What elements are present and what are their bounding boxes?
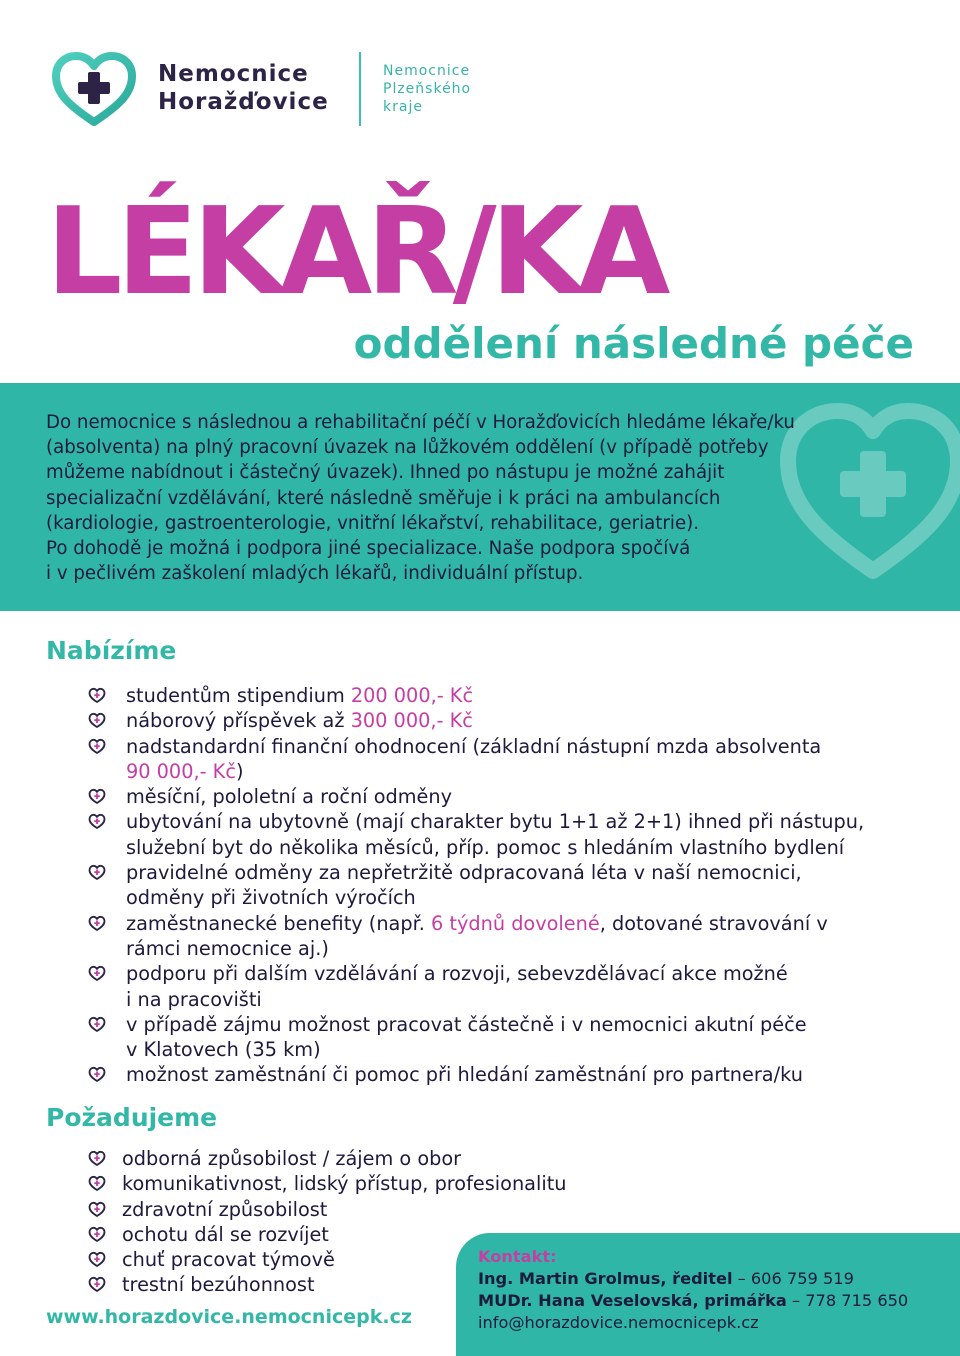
require-heading: Požadujeme [46, 1103, 218, 1132]
list-item [88, 1171, 567, 1196]
offer-text: náborový příspěvek až [126, 709, 351, 733]
offer-text-end: , dotované stravování v [599, 911, 828, 935]
website-link[interactable]: www.horazdovice.nemocnicepk.cz [46, 1306, 412, 1328]
list-item [88, 1197, 567, 1222]
page-title: LÉKAŘ/KA [46, 183, 665, 322]
heart-bullet-icon [88, 1226, 106, 1243]
offer-highlight: 6 týdnů dovolené [431, 911, 600, 935]
offer-text-end: ) [235, 759, 244, 783]
offer-heading: Nabízíme [46, 636, 177, 665]
list-item [88, 683, 864, 708]
intro-line: Po dohodě je možná i podpora jiné specializace. Naše podpora spočívá [46, 538, 691, 560]
offer-text: možnost zaměstnání či pomoc při hledání zaměstnání pro partnera/ku [126, 1063, 803, 1087]
brand-name-line2: Horažďovice [158, 89, 329, 115]
heart-bullet-icon [88, 1251, 106, 1268]
contact-details [478, 1246, 908, 1334]
contact-person1-phone[interactable]: – 606 759 519 [732, 1269, 854, 1288]
require-text: chuť pracovat týmově [122, 1248, 335, 1272]
list-item [88, 1012, 864, 1063]
brand-name-line1: Nemocnice [158, 61, 309, 87]
brand-divider [359, 52, 361, 126]
offer-text-line2: služební byt do několika měsíců, příp. pomoc s hledáním vlastního bydlení [126, 835, 845, 859]
heart-bullet-icon [88, 712, 106, 729]
offer-text: nadstandardní finanční ohodnocení (základní nástupní mzda absolventa [126, 734, 822, 758]
intro-line: i v pečlivém zaškolení mladých lékařů, individuální přístup. [46, 563, 584, 585]
page-subtitle: oddělení následné péče [353, 319, 914, 368]
contact-title: Kontakt: [478, 1247, 557, 1266]
contact-email[interactable]: info@horazdovice.nemocnicepk.cz [478, 1313, 759, 1332]
heart-bullet-icon [88, 1150, 106, 1167]
brand-sub-line2: Plzeňského [383, 81, 472, 97]
heart-bullet-icon [88, 1066, 106, 1083]
list-item [88, 911, 864, 962]
list-item [88, 809, 864, 860]
intro-line: specializační vzdělávání, které následně směřuje i k práci na ambulancích [46, 487, 721, 509]
heart-bullet-icon [88, 965, 106, 982]
require-text: trestní bezúhonnost [122, 1273, 315, 1297]
contact-person2-phone[interactable]: – 778 715 650 [786, 1291, 909, 1310]
offer-text-line2: odměny při životních výročích [126, 886, 416, 910]
brand-subtitle [383, 62, 471, 116]
brand-name [158, 60, 329, 116]
offer-text: ubytování na ubytovně (mají charakter bytu 1+1 až 2+1) ihned při nástupu, [126, 810, 865, 834]
heart-bullet-icon [88, 864, 106, 881]
list-item [88, 1146, 567, 1171]
heart-bullet-icon [88, 1201, 106, 1218]
heart-bullet-icon [88, 687, 106, 704]
brand-sub-line1: Nemocnice [383, 63, 471, 79]
offer-list [88, 683, 864, 1088]
offer-highlight: 90 000,- Kč [126, 759, 236, 783]
offer-text-line2: i na pracovišti [126, 987, 262, 1011]
heart-bullet-icon [88, 788, 106, 805]
offer-text-line2: v Klatovech (35 km) [126, 1038, 321, 1062]
brand-sub-line3: kraje [383, 99, 423, 115]
list-item [88, 784, 864, 809]
offer-text: měsíční, pololetní a roční odměny [126, 785, 453, 809]
offer-highlight: 300 000,- Kč [350, 709, 473, 733]
list-item [88, 961, 864, 1012]
heart-bullet-icon [88, 738, 106, 755]
heart-bullet-icon [88, 1276, 106, 1293]
contact-person1-name: Ing. Martin Grolmus, ředitel [478, 1269, 733, 1288]
require-text: komunikativnost, lidský přístup, profesionalitu [122, 1172, 567, 1196]
offer-text: podporu při dalším vzdělávání a rozvoji, sebevzdělávací akce možné [126, 962, 788, 986]
list-item [88, 734, 864, 785]
offer-text: v případě zájmu možnost pracovat částečně i v nemocnici akutní péče [126, 1012, 807, 1036]
heart-plus-logo-icon [50, 52, 138, 128]
offer-text-line2: rámci nemocnice aj.) [126, 936, 329, 960]
heart-bullet-icon [88, 1016, 106, 1033]
list-item [88, 1062, 864, 1087]
offer-text: pravidelné odměny za nepřetržitě odpracovaná léta v naší nemocnici, [126, 861, 802, 885]
list-item [88, 860, 864, 911]
list-item [88, 708, 864, 733]
intro-text [46, 410, 936, 586]
require-text: ochotu dál se rozvíjet [122, 1222, 329, 1246]
offer-text: zaměstnanecké benefity (např. [126, 911, 432, 935]
heart-bullet-icon [88, 813, 106, 830]
heart-bullet-icon [88, 1175, 106, 1192]
heart-bullet-icon [88, 915, 106, 932]
offer-text: studentům stipendium [126, 684, 351, 707]
offer-highlight: 200 000,- Kč [350, 684, 474, 707]
intro-line: (absolventa) na plný pracovní úvazek na lůžkovém oddělení (v případě potřeby [46, 437, 769, 459]
intro-line: (kardiologie, gastroenterologie, vnitřní lékařství, rehabilitace, geriatrie). [46, 512, 700, 534]
contact-person2-name: MUDr. Hana Veselovská, primářka [478, 1291, 787, 1310]
intro-line: Do nemocnice s následnou a rehabilitační péčí v Horažďovicích hledáme lékaře/ku [46, 412, 795, 433]
intro-line: můžeme nabídnout i částečný úvazek). Ihned po nástupu je možné zahájit [46, 462, 725, 484]
require-text: odborná způsobilost / zájem o obor [122, 1147, 462, 1170]
require-text: zdravotní způsobilost [122, 1197, 328, 1221]
